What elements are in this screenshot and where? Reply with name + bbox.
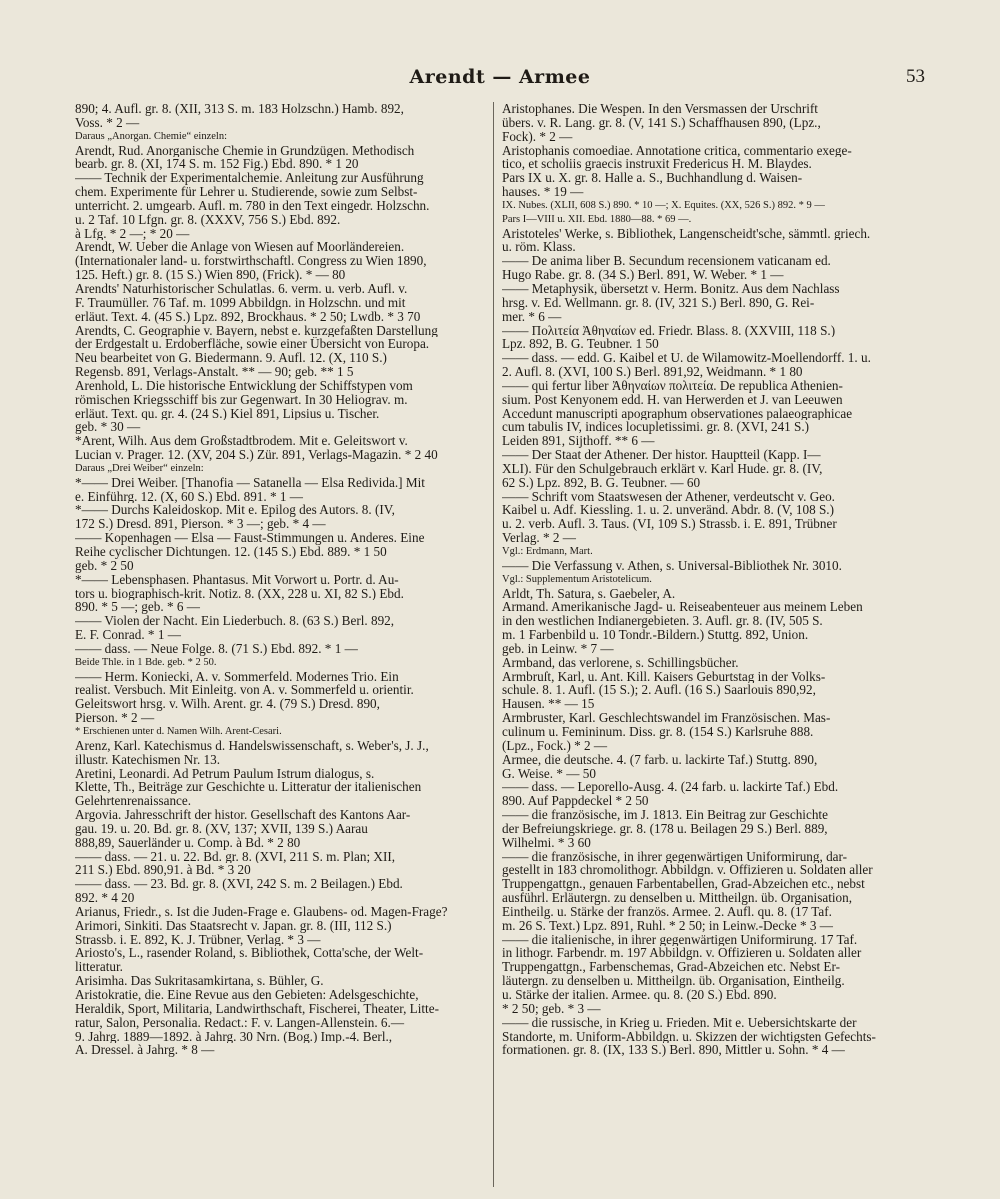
catalog-line: Hugo Rabe. gr. 8. (34 S.) Berl. 891, W. Weber. * 1 — — [502, 268, 784, 282]
catalog-line: Accedunt manuscripti apographum observationes palaeographicae — [502, 406, 853, 421]
catalog-line: —— Der Staat der Athener. Der histor. Hauptteil (Kapp. I— — [502, 448, 821, 462]
catalog-line: —— dass. — 23. Bd. gr. 8. (XVI, 242 S. m. 2 Beilagen.) Ebd. — [75, 877, 403, 892]
catalog-line: Ariosto's, L., rasender Roland, s. Bibliothek, Cotta'sche, der Welt- — [75, 946, 424, 961]
catalog-line: geb. in Leinw. * 7 — — [502, 641, 614, 656]
catalog-line: hrsg. v. Ed. Wellmann. gr. 8. (IV, 321 S.) Berl. 890, G. Rei- — [502, 295, 815, 310]
catalog-line: unterricht. 2. umgearb. Aufl. m. 780 in den Text eingedr. Holzschn. — [75, 198, 430, 213]
catalog-line: *—— Lebensphasen. Phantasus. Mit Vorwort u. Portr. d. Au- — [75, 572, 399, 587]
catalog-line: *—— Drei Weiber. [Thanofia — Satanella — Elsa Redivida.] Mit — [75, 475, 425, 490]
catalog-line: Pars I—VIII u. XII. Ebd. 1880—88. * 69 —. — [502, 213, 692, 225]
catalog-line: u. 2 Taf. 10 Lfgn. gr. 8. (XXXV, 756 S.) Ebd. 892. — [75, 212, 341, 227]
catalog-line: —— die französische, in ihrer gegenwärtigen Uniformirung, dar- — [502, 849, 848, 864]
catalog-line: Truppengattgn., genauen Farbentabellen, Grad-Abzeichen etc., nebst — [502, 877, 865, 892]
catalog-line: —— De anima liber B. Secundum recensionem vaticanam ed. — [502, 254, 831, 269]
catalog-line: E. F. Conrad. * 1 — — [75, 628, 181, 642]
catalog-line: 888,89, Sauerländer u. Comp. à Bd. * 2 80 — [75, 835, 301, 850]
catalog-line: F. Traumüller. 76 Taf. m. 1099 Abbildgn. in Holzschn. und mit — [75, 295, 406, 310]
catalog-line: —— Kopenhagen — Elsa — Faust-Stimmungen u. Anderes. Eine — [75, 531, 425, 545]
running-title: Arendt — Armee — [409, 66, 591, 88]
catalog-line: —— Violen der Nacht. Ein Liederbuch. 8. (63 S.) Berl. 892, — [75, 614, 395, 629]
catalog-line: gau. 19. u. 20. Bd. gr. 8. (XV, 137; XVII, 139 S.) Aarau — [75, 821, 368, 836]
catalog-line: Arendt, W. Ueber die Anlage von Wiesen auf Moorländereien. — [75, 240, 405, 255]
catalog-line: bearb. gr. 8. (XI, 174 S. m. 152 Fig.) Ebd. 890. * 1 20 — [75, 157, 359, 172]
catalog-line: —— die russische, in Krieg u. Frieden. Mit e. Uebersichtskarte der — [502, 1015, 857, 1030]
catalog-line: * Erschienen unter d. Namen Wilh. Arent-Cesari. — [75, 725, 282, 737]
catalog-line: Eintheilg. u. Stärke der französ. Armee. 2. Aufl. qu. 8. (17 Taf. — [502, 904, 832, 919]
catalog-line: e. Einführg. 12. (X, 60 S.) Ebd. 891. * 1 — — [75, 489, 303, 504]
catalog-line: u. röm. Klass. — [502, 240, 576, 255]
catalog-line: Kaibel u. Adf. Kiessling. 1. u. 2. unveränd. Abdr. 8. (V, 108 S.) — [502, 503, 834, 518]
catalog-line: u. 2. verb. Aufl. 3. Taus. (VI, 109 S.) Strassb. i. E. 891, Trübner — [502, 517, 837, 532]
catalog-line: läutergn. zu denselben u. Mittheilgn. üb. Organisation, Eintheilg. — [502, 974, 845, 988]
catalog-line: —— Metaphysik, übersetzt v. Herm. Bonitz. Aus dem Nachlass — [502, 281, 840, 296]
catalog-line: Strassb. i. E. 892, K. J. Trübner, Verlag. * 3 — — [75, 932, 321, 947]
catalog-line: chem. Experimente für Lehrer u. Studierende, sowie zum Selbst- — [75, 185, 418, 199]
catalog-line: IX. Nubes. (XLII, 608 S.) 890. * 10 —; X. Equites. (XX, 526 S.) 892. * 9 — — [502, 199, 825, 211]
catalog-line: römischen Kriegsschiff bis zur Gegenwart. In 30 Heliograv. m. — [75, 392, 408, 407]
catalog-line: 9. Jahrg. 1889—1892. à Jahrg. 30 Nrn. (Bog.) Imp.-4. Berl., — [75, 1029, 393, 1044]
catalog-line: cum tabulis IV, indices locupletissimi. gr. 8. (XVI, 241 S.) — [502, 420, 810, 435]
catalog-line: litteratur. — [75, 960, 123, 975]
catalog-line: G. Weise. * — 50 — [502, 766, 596, 781]
catalog-line: Armbruſt, Karl, u. Ant. Kill. Kaisers Geburtstag in der Volks- — [502, 669, 826, 684]
catalog-line: Aristokratie, die. Eine Revue aus den Gebieten: Adelsgeschichte, — [75, 988, 419, 1002]
catalog-line: 890; 4. Aufl. gr. 8. (XII, 313 S. m. 183 Holzschn.) Hamb. 892, — [75, 102, 404, 116]
catalog-line: XLI). Für den Schulgebrauch erklärt v. Karl Hude. gr. 8. (IV, — [502, 461, 823, 476]
catalog-line: (Lpz., Fock.) * 2 — — [502, 738, 608, 753]
catalog-line: Vgl.: Supplementum Aristotelicum. — [502, 573, 652, 585]
catalog-line: Arldt, Th. Satura, s. Gaebeler, A. — [502, 586, 676, 601]
catalog-line: Arendts' Naturhistorischer Schulatlas. 6. verm. u. verb. Aufl. v. — [75, 281, 408, 296]
catalog-line: Arendts, C. Geographie v. Bayern, nebst e. kurzgefaßten Darstellung — [75, 323, 438, 338]
catalog-line: sium. Post Kenyonem edd. H. van Herwerden et J. van Leeuwen — [502, 392, 843, 407]
catalog-line: ausführl. Erläutergn. zu denselben u. Mittheilgn. üb. Organisation, — [502, 891, 853, 905]
catalog-line: Lucian v. Prager. 12. (XV, 204 S.) Zür. 891, Verlags-Magazin. * 2 40 — [75, 448, 438, 462]
catalog-line: realist. Versbuch. Mit Einleitg. von A. v. Sommerfeld u. orientir. — [75, 683, 414, 698]
catalog-line: Aristoteles' Werke, s. Bibliothek, Langenscheidt'sche, sämmtl. griech. — [502, 226, 871, 241]
catalog-line: Gelehrtenrenaissance. — [75, 794, 192, 809]
catalog-line: 890. Auf Pappdeckel * 2 50 — [502, 794, 649, 809]
catalog-line: —— dass. — Leporello-Ausg. 4. (24 farb. u. lackirte Taf.) Ebd. — [502, 780, 839, 795]
catalog-line: Arianus, Friedr., s. Ist die Juden-Frage e. Glaubens- od. Magen-Frage? — [75, 904, 448, 919]
catalog-line: erläut. Text. 4. (45 S.) Lpz. 892, Brockhaus. * 2 50; Lwdb. * 3 70 — [75, 309, 421, 324]
catalog-line: Armand. Amerikanische Jagd- u. Reiseabenteuer aus meinem Leben — [502, 600, 863, 615]
catalog-line: Vgl.: Erdmann, Mart. — [502, 546, 593, 557]
catalog-line: Fock). * 2 — — [502, 129, 573, 144]
catalog-line: 890. * 5 —; geb. * 6 — — [75, 600, 200, 615]
catalog-line: gestellt in 183 chromolithogr. Abbildgn. v. Offizieren u. Soldaten aller — [502, 863, 873, 878]
catalog-line: Truppengattgn., Farbenschemas, Grad-Abzeichen etc. Nebst Er- — [502, 960, 840, 975]
catalog-line: Regensb. 891, Verlags-Anstalt. ** — 90; geb. ** 1 5 — [75, 365, 354, 379]
catalog-line: Geleitswort hrsg. v. Wilh. Arent. gr. 4. (79 S.) Dresd. 890, — [75, 697, 380, 712]
catalog-line: Wilhelmi. * 3 60 — [502, 835, 591, 850]
column-divider — [493, 102, 494, 1187]
left-column — [75, 102, 487, 1057]
catalog-line: der Erdgestalt u. Erdoberfläche, sowie einer Übersicht von Europa. — [75, 337, 430, 352]
catalog-line: mer. * 6 — — [502, 309, 562, 324]
catalog-line: —— dass. — edd. G. Kaibel et U. de Wilamowitz-Moellendorff. 1. u. — [502, 351, 871, 366]
catalog-line: à Lfg. * 2 —; * 20 — — [75, 226, 190, 241]
catalog-line: Aristophanis comoediae. Annotatione critica, commentario exege- — [502, 143, 852, 158]
catalog-line: übers. v. R. Lang. gr. 8. (V, 141 S.) Schaffhausen 890, (Lpz., — [502, 115, 821, 130]
catalog-line: *—— Durchs Kaleidoskop. Mit e. Epilog des Autors. 8. (IV, — [75, 503, 395, 518]
right-column — [502, 102, 933, 1057]
catalog-line: Reihe cyclischer Dichtungen. 12. (145 S.) Ebd. 889. * 1 50 — [75, 545, 387, 559]
catalog-line: (Internationaler land- u. forstwirthschaftl. Congress zu Wien 1890, — [75, 254, 427, 269]
catalog-line: hauses. * 19 — — [502, 185, 584, 199]
catalog-line: Pierson. * 2 — — [75, 711, 155, 725]
catalog-line: Daraus „Anorgan. Chemie“ einzeln: — [75, 130, 227, 142]
page-number: 53 — [906, 66, 925, 87]
catalog-line: tors u. biographisch-krit. Notiz. 8. (XX, 228 u. XI, 82 S.) Ebd. — [75, 586, 404, 601]
catalog-line: ratur, Salon, Personalia. Redact.: F. v. Langen-Allenstein. 6.— — [75, 1015, 405, 1030]
catalog-line: * 2 50; geb. * 3 — — [502, 1001, 601, 1016]
catalog-line: —— Schrift vom Staatswesen der Athener, verdeutscht v. Geo. — [502, 489, 835, 504]
catalog-line: *Arent, Wilh. Aus dem Großstadtbrodem. Mit e. Geleitswort v. — [75, 434, 408, 449]
catalog-line: geb. * 30 — — [75, 420, 141, 435]
catalog-line: 62 S.) Lpz. 892, B. G. Teubner. — 60 — [502, 475, 701, 490]
catalog-line: 172 S.) Dresd. 891, Pierson. * 3 —; geb. * 4 — — [75, 517, 326, 532]
catalog-line: Armbruster, Karl. Geschlechtswandel im Französischen. Mas- — [502, 711, 831, 725]
catalog-line: schule. 8. 1. Aufl. (15 S.); 2. Aufl. (16 S.) Saarlouis 890,92, — [502, 683, 816, 698]
page-header — [0, 66, 1000, 90]
catalog-line: Aristophanes. Die Wespen. In den Versmassen der Urschrift — [502, 102, 818, 116]
catalog-line: 892. * 4 20 — [75, 891, 135, 905]
catalog-line: Arisimha. Das Sukritasamkirtana, s. Bühler, G. — [75, 974, 324, 988]
catalog-line: Lpz. 892, B. G. Teubner. 1 50 — [502, 337, 659, 352]
catalog-line: Arenz, Karl. Katechismus d. Handelswissenschaft, s. Weber's, J. J., — [75, 738, 429, 753]
catalog-line: Verlag. * 2 — — [502, 531, 576, 545]
catalog-line: A. Dressel. à Jahrg. * 8 — — [75, 1043, 215, 1058]
catalog-line: Voss. * 2 — — [75, 115, 140, 130]
catalog-line: —— Technik der Experimentalchemie. Anleitung zur Ausführung — [75, 171, 424, 186]
catalog-line: —— Herm. Koniecki, A. v. Sommerfeld. Modernes Trio. Ein — [75, 669, 399, 684]
catalog-line: Aretini, Leonardi. Ad Petrum Paulum Istrum dialogus, s. — [75, 766, 375, 781]
catalog-line: Neu bearbeitet von G. Biedermann. 9. Aufl. 12. (X, 110 S.) — [75, 351, 387, 366]
catalog-line: 211 S.) Ebd. 890,91. à Bd. * 3 20 — [75, 863, 251, 878]
catalog-line: Daraus „Drei Weiber“ einzeln: — [75, 462, 204, 474]
catalog-line: in lithogr. Farbendr. m. 197 Abbildgn. v. Offizieren u. Soldaten aller — [502, 946, 862, 961]
catalog-line: —— Die Verfassung v. Athen, s. Universal-Bibliothek Nr. 3010. — [502, 558, 842, 573]
catalog-line: —— qui fertur liber Ἀθηναίων πολιτεία. De republica Athenien- — [502, 378, 843, 393]
catalog-line: Arendt, Rud. Anorganische Chemie in Grundzügen. Methodisch — [75, 143, 415, 158]
catalog-line: u. Stärke der italien. Armee. qu. 8. (20 S.) Ebd. 890. — [502, 988, 777, 1002]
catalog-line: Argovia. Jahresschrift der histor. Gesellschaft des Kantons Aar- — [75, 808, 411, 822]
catalog-line: Heraldik, Sport, Militaria, Landwirthschaft, Fischerei, Theater, Litte- — [75, 1001, 439, 1016]
catalog-line: Leiden 891, Sijthoff. ** 6 — — [502, 434, 655, 449]
catalog-line: Klette, Th., Beiträge zur Geschichte u. Litteratur der italienischen — [75, 780, 422, 795]
catalog-line: 2. Aufl. 8. (XVI, 100 S.) Berl. 891,92, Weidmann. * 1 80 — [502, 365, 803, 379]
catalog-line: Arenhold, L. Die historische Entwicklung der Schiffstypen vom — [75, 378, 413, 393]
catalog-line: m. 26 S. Text.) Lpz. 891, Ruhl. * 2 50; in Leinw.-Decke * 3 — — [502, 918, 833, 933]
catalog-line: erläut. Text. qu. gr. 4. (24 S.) Kiel 891, Lipsius u. Tischer. — [75, 406, 380, 421]
catalog-line: geb. * 2 50 — [75, 558, 134, 573]
catalog-line: formationen. gr. 8. (IX, 133 S.) Berl. 890, Mittler u. Sohn. * 4 — — [502, 1043, 845, 1058]
catalog-line: Hausen. ** — 15 — [502, 697, 595, 712]
catalog-line: Beide Thle. in 1 Bde. geb. * 2 50. — [75, 656, 217, 668]
catalog-line: der Befreiungskriege. gr. 8. (178 u. Beilagen 29 S.) Berl. 889, — [502, 821, 828, 836]
catalog-line: Armee, die deutsche. 4. (7 farb. u. lackirte Taf.) Stuttg. 890, — [502, 752, 818, 767]
catalog-line: Standorte, m. Uniform-Abbildgn. u. Skizzen der wichtigsten Gefechts- — [502, 1029, 876, 1044]
catalog-line: m. 1 Farbenbild u. 10 Tondr.-Bildern.) Stuttg. 892, Union. — [502, 628, 809, 642]
catalog-line: illustr. Katechismen Nr. 13. — [75, 752, 221, 767]
catalog-line: Arimori, Sinkiti. Das Staatsrecht v. Japan. gr. 8. (III, 112 S.) — [75, 918, 392, 933]
catalog-line: in den westlichen Indianergebieten. 3. Aufl. gr. 8. (IV, 505 S. — [502, 614, 823, 629]
catalog-line: tico, et scholiis graecis instruxit Fredericus H. M. Blaydes. — [502, 157, 812, 172]
catalog-line: —— dass. — Neue Folge. 8. (71 S.) Ebd. 892. * 1 — — [75, 641, 358, 656]
catalog-line: Armband, das verlorene, s. Schillingsbücher. — [502, 655, 739, 670]
catalog-line: culinum u. Femininum. Diss. gr. 8. (154 S.) Karlsruhe 888. — [502, 724, 814, 739]
catalog-line: —— die französische, im J. 1813. Ein Beitrag zur Geschichte — [502, 808, 828, 822]
catalog-line: —— die italienische, in ihrer gegenwärtigen Uniformirung. 17 Taf. — [502, 932, 858, 947]
catalog-line: Pars IX u. X. gr. 8. Halle a. S., Buchhandlung d. Waisen- — [502, 171, 803, 186]
catalog-line: —— Πολιτεία Ἀθηναίων ed. Friedr. Blass. 8. (XXVIII, 118 S.) — [502, 323, 836, 338]
catalog-line: 125. Heft.) gr. 8. (15 S.) Wien 890, (Frick). * — 80 — [75, 268, 346, 282]
catalog-line: —— dass. — 21. u. 22. Bd. gr. 8. (XVI, 211 S. m. Plan; XII, — [75, 849, 396, 864]
